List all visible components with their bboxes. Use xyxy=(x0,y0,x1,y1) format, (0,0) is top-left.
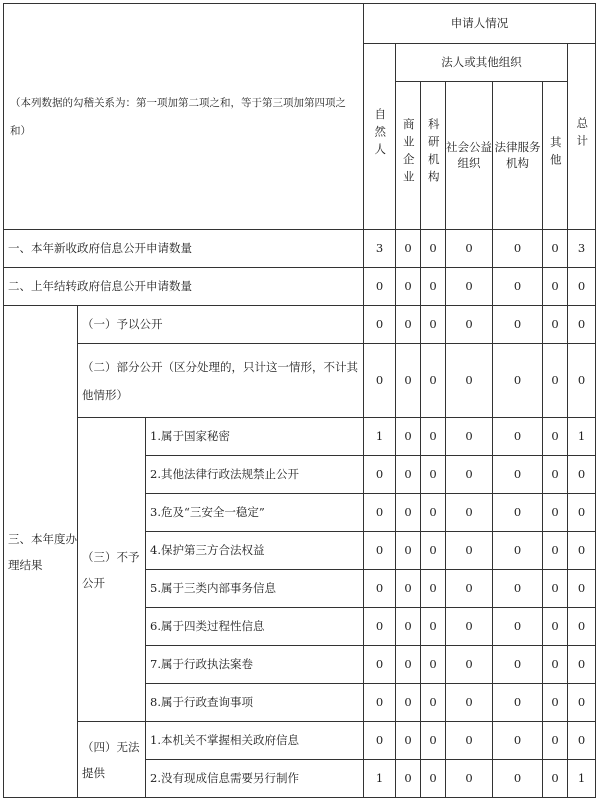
cell-value: 0 xyxy=(568,684,596,722)
cell-value: 0 xyxy=(493,684,543,722)
research-header xyxy=(421,82,446,230)
cell-value: 0 xyxy=(364,608,396,646)
table-row xyxy=(4,230,596,268)
unable-label-cell xyxy=(78,722,146,798)
cell-value: 0 xyxy=(396,684,421,722)
total-header xyxy=(568,44,596,230)
total-label: 总计 xyxy=(575,116,590,152)
cell-value: 0 xyxy=(493,306,543,344)
cell-value: 0 xyxy=(396,418,421,456)
row-label: （一）予以公开 xyxy=(78,306,364,344)
commercial-header xyxy=(396,82,421,230)
cell-value: 0 xyxy=(364,532,396,570)
other-header xyxy=(543,82,568,230)
cell-value: 0 xyxy=(396,344,421,418)
cell-value: 0 xyxy=(396,760,421,798)
public-welfare-header xyxy=(446,82,493,230)
cell-value: 0 xyxy=(446,532,493,570)
cell-value: 0 xyxy=(446,684,493,722)
research-label: 科研机构 xyxy=(426,118,441,189)
legal-service-header xyxy=(493,82,543,230)
cell-value: 0 xyxy=(396,268,421,306)
cell-value: 0 xyxy=(493,722,543,760)
legal-service-label: 法律服务机构 xyxy=(494,139,541,170)
cell-value: 1 xyxy=(568,418,596,456)
row-label: （二）部分公开（区分处理的，只计这一情形，不计其他情形） xyxy=(78,344,364,418)
cell-value: 0 xyxy=(421,306,446,344)
cell-value: 0 xyxy=(568,306,596,344)
row-label: 1.本机关不掌握相关政府信息 xyxy=(146,722,364,760)
cell-value: 0 xyxy=(446,306,493,344)
cell-value: 0 xyxy=(568,570,596,608)
table-row xyxy=(4,344,596,418)
table-note: （本列数据的勾稽关系为：第一项加第二项之和，等于第三项加第四项之和） xyxy=(10,96,346,137)
cell-value: 0 xyxy=(446,494,493,532)
cell-value: 0 xyxy=(543,684,568,722)
cell-value: 0 xyxy=(421,570,446,608)
cell-value: 0 xyxy=(543,532,568,570)
row-label: 8.属于行政查询事项 xyxy=(146,684,364,722)
cell-value: 0 xyxy=(568,456,596,494)
not-disclosed-label-cell xyxy=(78,418,146,722)
table-row xyxy=(4,418,596,456)
other-label: 其他 xyxy=(548,135,563,171)
cell-value: 0 xyxy=(446,760,493,798)
cell-value: 0 xyxy=(364,646,396,684)
cell-value: 0 xyxy=(446,456,493,494)
natural-person-header xyxy=(364,44,396,230)
cell-value: 0 xyxy=(493,418,543,456)
cell-value: 0 xyxy=(421,646,446,684)
cell-value: 0 xyxy=(396,646,421,684)
cell-value: 0 xyxy=(543,760,568,798)
cell-value: 0 xyxy=(421,722,446,760)
row-label: 二、上年结转政府信息公开申请数量 xyxy=(4,268,364,306)
cell-value: 0 xyxy=(543,494,568,532)
section3-label-cell xyxy=(4,306,78,798)
cell-value: 0 xyxy=(568,268,596,306)
row-label: 1.属于国家秘密 xyxy=(146,418,364,456)
disclosure-statistics-table xyxy=(3,3,596,798)
cell-value: 0 xyxy=(364,456,396,494)
cell-value: 0 xyxy=(493,532,543,570)
cell-value: 0 xyxy=(543,344,568,418)
cell-value: 0 xyxy=(446,344,493,418)
cell-value: 0 xyxy=(568,722,596,760)
cell-value: 1 xyxy=(568,760,596,798)
table-row xyxy=(4,722,596,760)
cell-value: 0 xyxy=(364,722,396,760)
cell-value: 0 xyxy=(543,418,568,456)
cell-value: 0 xyxy=(543,570,568,608)
cell-value: 0 xyxy=(543,456,568,494)
section3-label: 三、本年度办理结果 xyxy=(8,531,77,572)
cell-value: 0 xyxy=(568,344,596,418)
row-label: 7.属于行政执法案卷 xyxy=(146,646,364,684)
cell-value: 0 xyxy=(364,306,396,344)
cell-value: 0 xyxy=(421,494,446,532)
natural-person-label: 自然人 xyxy=(373,107,388,161)
cell-value: 0 xyxy=(543,722,568,760)
cell-value: 0 xyxy=(493,646,543,684)
cell-value: 0 xyxy=(543,608,568,646)
row-label: 3.危及“三安全一稳定” xyxy=(146,494,364,532)
row-label: 6.属于四类过程性信息 xyxy=(146,608,364,646)
cell-value: 0 xyxy=(396,306,421,344)
cell-value: 0 xyxy=(543,230,568,268)
cell-value: 0 xyxy=(364,344,396,418)
cell-value: 0 xyxy=(364,570,396,608)
cell-value: 0 xyxy=(446,268,493,306)
cell-value: 0 xyxy=(364,268,396,306)
cell-value: 0 xyxy=(396,608,421,646)
cell-value: 0 xyxy=(446,570,493,608)
row-label: 2.没有现成信息需要另行制作 xyxy=(146,760,364,798)
legal-entities-header: 法人或其他组织 xyxy=(396,44,568,82)
cell-value: 0 xyxy=(446,646,493,684)
cell-value: 0 xyxy=(396,230,421,268)
cell-value: 0 xyxy=(396,456,421,494)
cell-value: 0 xyxy=(396,494,421,532)
cell-value: 0 xyxy=(421,532,446,570)
cell-value: 0 xyxy=(421,418,446,456)
table-note-cell xyxy=(4,4,364,230)
cell-value: 0 xyxy=(396,722,421,760)
cell-value: 0 xyxy=(421,268,446,306)
commercial-label: 商业企业 xyxy=(401,118,416,189)
cell-value: 0 xyxy=(568,494,596,532)
table-row xyxy=(4,306,596,344)
cell-value: 0 xyxy=(421,344,446,418)
cell-value: 0 xyxy=(421,684,446,722)
cell-value: 0 xyxy=(568,608,596,646)
cell-value: 0 xyxy=(421,230,446,268)
cell-value: 0 xyxy=(493,268,543,306)
cell-value: 3 xyxy=(568,230,596,268)
cell-value: 1 xyxy=(364,760,396,798)
cell-value: 0 xyxy=(493,760,543,798)
cell-value: 0 xyxy=(421,760,446,798)
cell-value: 0 xyxy=(421,608,446,646)
cell-value: 0 xyxy=(543,646,568,684)
cell-value: 1 xyxy=(364,418,396,456)
cell-value: 0 xyxy=(568,646,596,684)
cell-value: 0 xyxy=(568,532,596,570)
table-row xyxy=(4,268,596,306)
row-label: 一、本年新收政府信息公开申请数量 xyxy=(4,230,364,268)
row-label: 2.其他法律行政法规禁止公开 xyxy=(146,456,364,494)
row-label: 5.属于三类内部事务信息 xyxy=(146,570,364,608)
public-welfare-label: 社会公益组织 xyxy=(446,139,492,170)
cell-value: 0 xyxy=(421,456,446,494)
cell-value: 0 xyxy=(493,494,543,532)
cell-value: 0 xyxy=(493,230,543,268)
cell-value: 0 xyxy=(446,722,493,760)
cell-value: 0 xyxy=(396,570,421,608)
row-label: 4.保护第三方合法权益 xyxy=(146,532,364,570)
cell-value: 0 xyxy=(446,418,493,456)
cell-value: 0 xyxy=(364,494,396,532)
cell-value: 0 xyxy=(493,570,543,608)
cell-value: 0 xyxy=(446,608,493,646)
cell-value: 0 xyxy=(396,532,421,570)
cell-value: 0 xyxy=(543,306,568,344)
applicant-status-header: 申请人情况 xyxy=(364,4,596,44)
cell-value: 0 xyxy=(364,684,396,722)
cell-value: 3 xyxy=(364,230,396,268)
not-disclosed-label: （三）不予公开 xyxy=(82,549,140,590)
cell-value: 0 xyxy=(493,344,543,418)
cell-value: 0 xyxy=(446,230,493,268)
unable-label: （四）无法提供 xyxy=(82,739,140,780)
cell-value: 0 xyxy=(493,608,543,646)
cell-value: 0 xyxy=(493,456,543,494)
cell-value: 0 xyxy=(543,268,568,306)
